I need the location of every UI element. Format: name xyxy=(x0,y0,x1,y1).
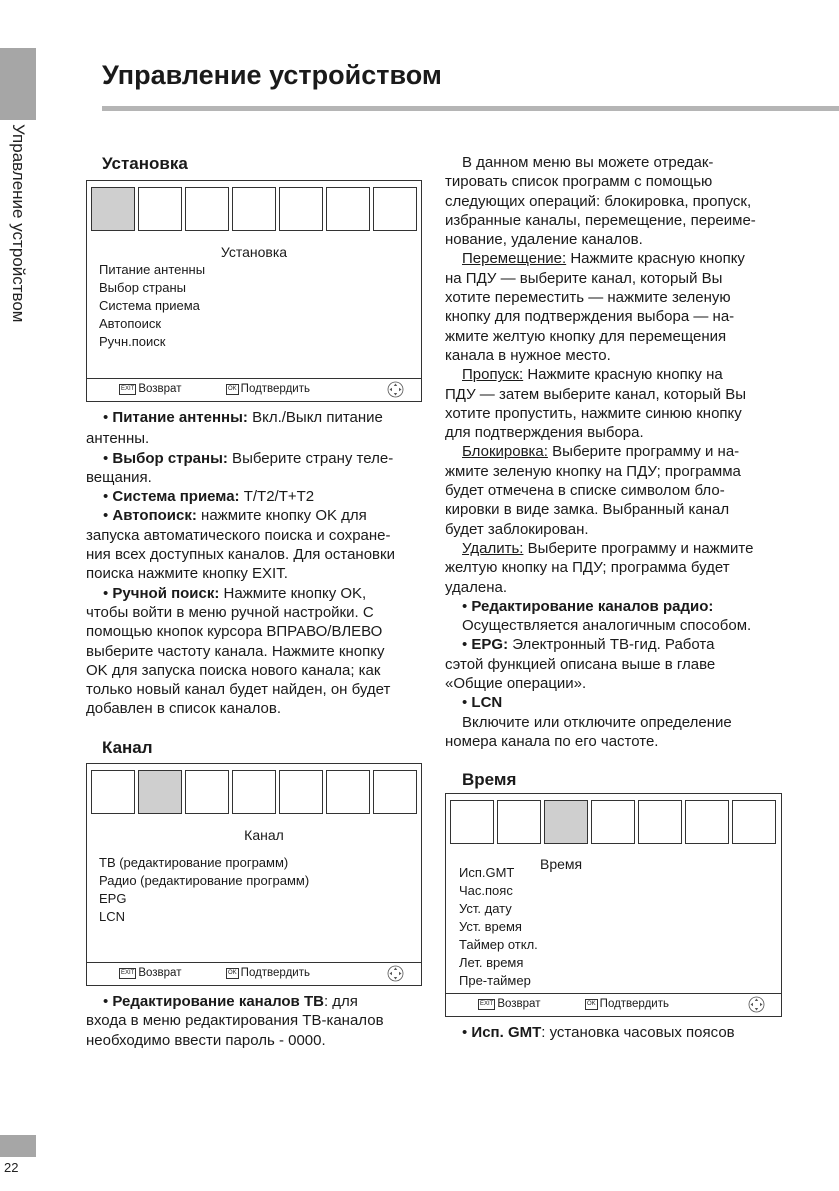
ok-hint xyxy=(226,383,310,395)
time-menu-title: Время xyxy=(540,856,583,872)
exit-label: Возврат xyxy=(497,998,541,1010)
install-menu-list xyxy=(99,261,205,351)
menu-item-radio-edit[interactable]: Радио (редактирование программ) xyxy=(99,873,310,888)
time-heading: Время xyxy=(462,770,517,789)
ok-hint xyxy=(226,967,310,979)
nav-arrows-icon xyxy=(387,965,404,982)
menu-item-lcn[interactable]: LCN xyxy=(99,909,126,924)
menu-item-set-date[interactable]: Уст. дату xyxy=(459,901,512,916)
menu-item-auto-search[interactable]: Автопоиск xyxy=(99,316,162,331)
menu-tile[interactable] xyxy=(373,770,417,814)
exit-key-icon: EXIT xyxy=(478,999,495,1010)
ok-label: Подтвердить xyxy=(240,967,310,979)
menu-tiles xyxy=(450,800,776,844)
menu-tile[interactable] xyxy=(185,187,229,231)
channel-heading: Канал xyxy=(102,738,153,757)
menu-tile[interactable] xyxy=(326,770,370,814)
ok-key-icon: OK xyxy=(585,999,598,1010)
menu-tile-channel[interactable] xyxy=(497,800,541,844)
menu-tile[interactable] xyxy=(232,770,276,814)
menu-tile[interactable] xyxy=(279,770,323,814)
menu-footer xyxy=(87,378,421,401)
menu-tile[interactable] xyxy=(591,800,635,844)
menu-tile[interactable] xyxy=(326,187,370,231)
install-heading: Установка xyxy=(102,154,188,173)
exit-key-icon: EXIT xyxy=(119,384,136,395)
install-menu-title: Установка xyxy=(220,244,288,260)
menu-tile-time[interactable] xyxy=(544,800,588,844)
page-number: 22 xyxy=(4,1160,19,1175)
ok-key-icon: OK xyxy=(226,384,239,395)
menu-item-pre-timer[interactable]: Пре-таймер xyxy=(459,973,531,988)
menu-item-reception-system[interactable]: Система приема xyxy=(99,298,200,313)
menu-footer xyxy=(87,962,421,985)
exit-hint xyxy=(119,967,181,979)
menu-tile[interactable] xyxy=(685,800,729,844)
title-divider xyxy=(102,106,839,111)
side-label: Управление устройством xyxy=(9,124,28,323)
menu-tiles xyxy=(91,770,417,814)
page-number-marker xyxy=(0,1135,36,1157)
exit-hint xyxy=(478,998,540,1010)
menu-item-timezone[interactable]: Час.пояс xyxy=(459,883,513,898)
ok-label: Подтвердить xyxy=(599,998,669,1010)
menu-tiles xyxy=(91,187,417,231)
menu-item-use-gmt[interactable]: Исп.GMT xyxy=(459,865,515,880)
nav-arrows-icon xyxy=(387,381,404,398)
channel-menu-screen xyxy=(86,763,422,986)
exit-key-icon: EXIT xyxy=(119,968,136,979)
menu-item-sleep-timer[interactable]: Таймер откл. xyxy=(459,937,538,952)
menu-footer xyxy=(446,993,781,1016)
menu-item-antenna-power[interactable]: Питание антенны xyxy=(99,262,206,277)
menu-item-manual-search[interactable]: Ручн.поиск xyxy=(99,334,166,349)
install-menu-screen xyxy=(86,180,422,402)
menu-item-tv-edit[interactable]: ТВ (редактирование программ) xyxy=(99,855,289,870)
time-description: • Исп. GMT: установка часовых поясов xyxy=(462,1024,735,1041)
menu-tile[interactable] xyxy=(638,800,682,844)
channel-edit-description: В данном меню вы можете отредак- тировать список программ с помощью следующих операций: блокировка, пропуск, избранные каналы, перемещение, переиме- нование, удаление каналов. Перемещение: Нажмите красную кнопку на ПДУ — выберите канал, который Вы хотите переместить — нажмите зеленую кнопку для подтверждения выбора — на- жмите желтую кнопку для перемещения канала в нужное место. Пропуск: Нажмите красную кнопку на ПДУ — затем выберите канал, который Вы хотите пропустить, нажмите синюю кнопку для подтверждения выбора. Блокировка: Выберите программу и на- жмите зеленую кнопку на ПДУ; программа будет отмечена в списке символом бло- кировки в виде замка. Выбранный канал будет заблокирован. Удалить: Выберите программу и нажмите желтую кнопку на ПДУ; программа будет удалена. • Редактирование каналов радио: Осуществляется аналогичным способом. • EPG: Электронный ТВ-гид. Работа сэтой функцией описана выше в главе «Общие операции». • LCN Включите или отключите определение номера канала по его частоте. xyxy=(445,154,756,750)
menu-tile[interactable] xyxy=(185,770,229,814)
time-menu-list xyxy=(459,864,538,990)
ok-key-icon: OK xyxy=(226,968,239,979)
menu-item-daylight-saving[interactable]: Лет. время xyxy=(459,955,524,970)
side-tab-marker xyxy=(0,48,36,120)
exit-hint xyxy=(119,383,181,395)
nav-arrows-icon xyxy=(748,996,765,1013)
channel-description: • Редактирование каналов ТВ: для входа в меню редактирования ТВ-каналов необходимо ввести пароль - 0000. xyxy=(86,993,384,1049)
channel-menu-title: Канал xyxy=(244,827,284,843)
time-menu-screen xyxy=(445,793,782,1017)
menu-tile[interactable] xyxy=(232,187,276,231)
exit-label: Возврат xyxy=(138,383,182,395)
install-description: • Питание антенны: Вкл./Выкл питание антенны. • Выбор страны: Выберите страну теле- вещания. • Система приема: T/T2/T+T2 • Автопоиск: нажмите кнопку OK для запуска автоматического поиска и сохране- ния всех доступных каналов. Для остановки поиска нажмите кнопку EXIT. • Ручной поиск: Нажмите кнопку OK, чтобы войти в меню ручной настройки. С помощью кнопок курсора ВПРАВО/ВЛЕВО выберите частоту канала. Нажмите кнопку OK для запуска поиска нового канала; как только новый канал будет найден, он будет добавлен в список каналов. xyxy=(86,409,395,718)
exit-label: Возврат xyxy=(138,967,182,979)
menu-tile-install[interactable] xyxy=(450,800,494,844)
page-title: Управление устройством xyxy=(102,60,442,90)
channel-menu-list xyxy=(99,854,309,926)
menu-tile[interactable] xyxy=(279,187,323,231)
menu-tile-channel[interactable] xyxy=(138,770,182,814)
ok-label: Подтвердить xyxy=(240,383,310,395)
menu-item-set-time[interactable]: Уст. время xyxy=(459,919,522,934)
menu-tile[interactable] xyxy=(732,800,776,844)
menu-item-country[interactable]: Выбор страны xyxy=(99,280,186,295)
menu-tile-install[interactable] xyxy=(91,187,135,231)
menu-tile-channel[interactable] xyxy=(138,187,182,231)
menu-item-epg[interactable]: EPG xyxy=(99,891,127,906)
ok-hint xyxy=(585,998,669,1010)
menu-tile-install[interactable] xyxy=(91,770,135,814)
menu-tile[interactable] xyxy=(373,187,417,231)
